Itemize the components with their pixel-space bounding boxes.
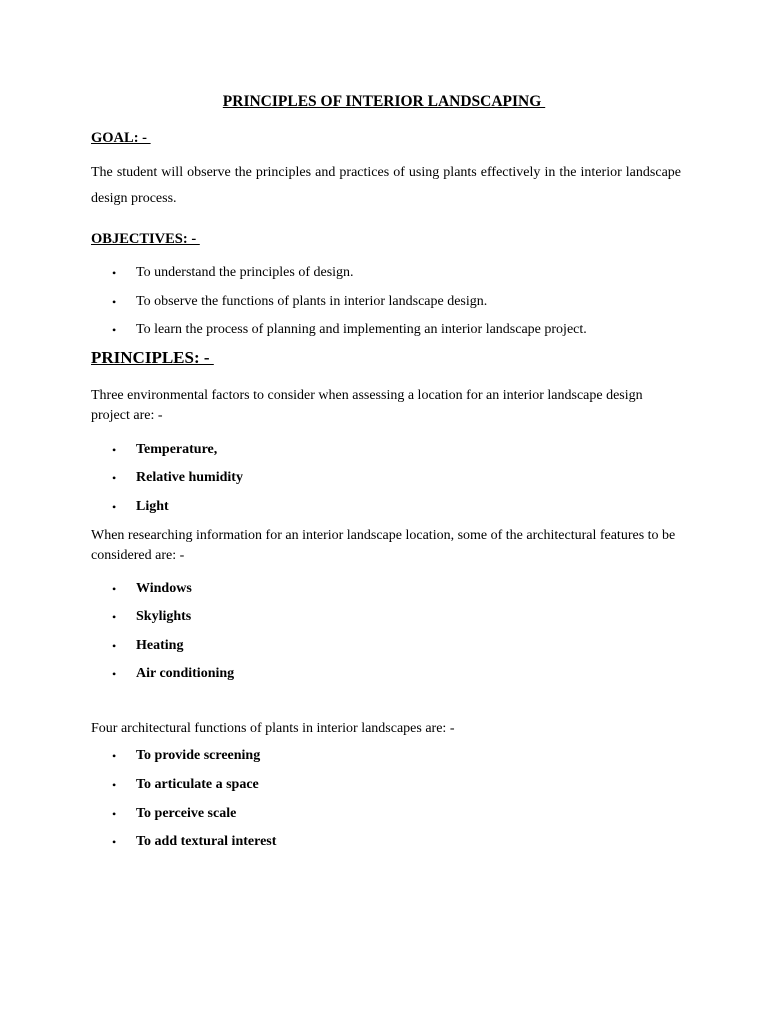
principles-heading: PRINCIPLES: - bbox=[91, 348, 214, 367]
bullet-marker: • bbox=[112, 667, 117, 681]
environment-factor-item: Light bbox=[136, 499, 169, 514]
bullet-marker: • bbox=[112, 807, 117, 821]
architecture-intro-paragraph: When researching information for an interior landscape location, some of the architectural features to be considered are: - bbox=[91, 528, 676, 563]
plant-function-item: To perceive scale bbox=[136, 806, 237, 821]
goal-heading: GOAL: - bbox=[91, 130, 151, 146]
functions-intro-paragraph: Four architectural functions of plants in interior landscapes are: - bbox=[91, 721, 455, 736]
plant-function-item: To provide screening bbox=[136, 748, 261, 763]
objectives-heading: OBJECTIVES: - bbox=[91, 231, 200, 247]
architectural-feature-item: Skylights bbox=[136, 609, 192, 624]
bullet-marker: • bbox=[112, 323, 117, 337]
plant-function-item: To articulate a space bbox=[136, 777, 259, 792]
objective-item: To learn the process of planning and implementing an interior landscape project. bbox=[136, 322, 587, 337]
bullet-marker: • bbox=[112, 778, 117, 792]
bullet-marker: • bbox=[112, 443, 117, 457]
objective-item: To understand the principles of design. bbox=[136, 265, 354, 280]
architectural-feature-item: Windows bbox=[136, 581, 192, 596]
bullet-marker: • bbox=[112, 295, 117, 309]
bullet-marker: • bbox=[112, 471, 117, 485]
bullet-marker: • bbox=[112, 639, 117, 653]
architectural-feature-item: Heating bbox=[136, 638, 184, 653]
environment-factor-item: Relative humidity bbox=[136, 470, 243, 485]
bullet-marker: • bbox=[112, 582, 117, 596]
objective-item: To observe the functions of plants in interior landscape design. bbox=[136, 294, 488, 309]
environment-intro-paragraph: Three environmental factors to consider when assessing a location for an interior landscape design project are: - bbox=[91, 388, 643, 423]
bullet-marker: • bbox=[112, 266, 117, 280]
bullet-marker: • bbox=[112, 749, 117, 763]
bullet-marker: • bbox=[112, 835, 117, 849]
architectural-feature-item: Air conditioning bbox=[136, 666, 235, 681]
environment-factor-item: Temperature, bbox=[136, 442, 218, 457]
document-title: PRINCIPLES OF INTERIOR LANDSCAPING bbox=[222, 93, 546, 110]
bullet-marker: • bbox=[112, 610, 117, 624]
plant-function-item: To add textural interest bbox=[136, 834, 277, 849]
goal-paragraph: The student will observe the principles and practices of using plants effectively in the interior landscape design process. bbox=[91, 165, 681, 206]
bullet-marker: • bbox=[112, 500, 117, 514]
